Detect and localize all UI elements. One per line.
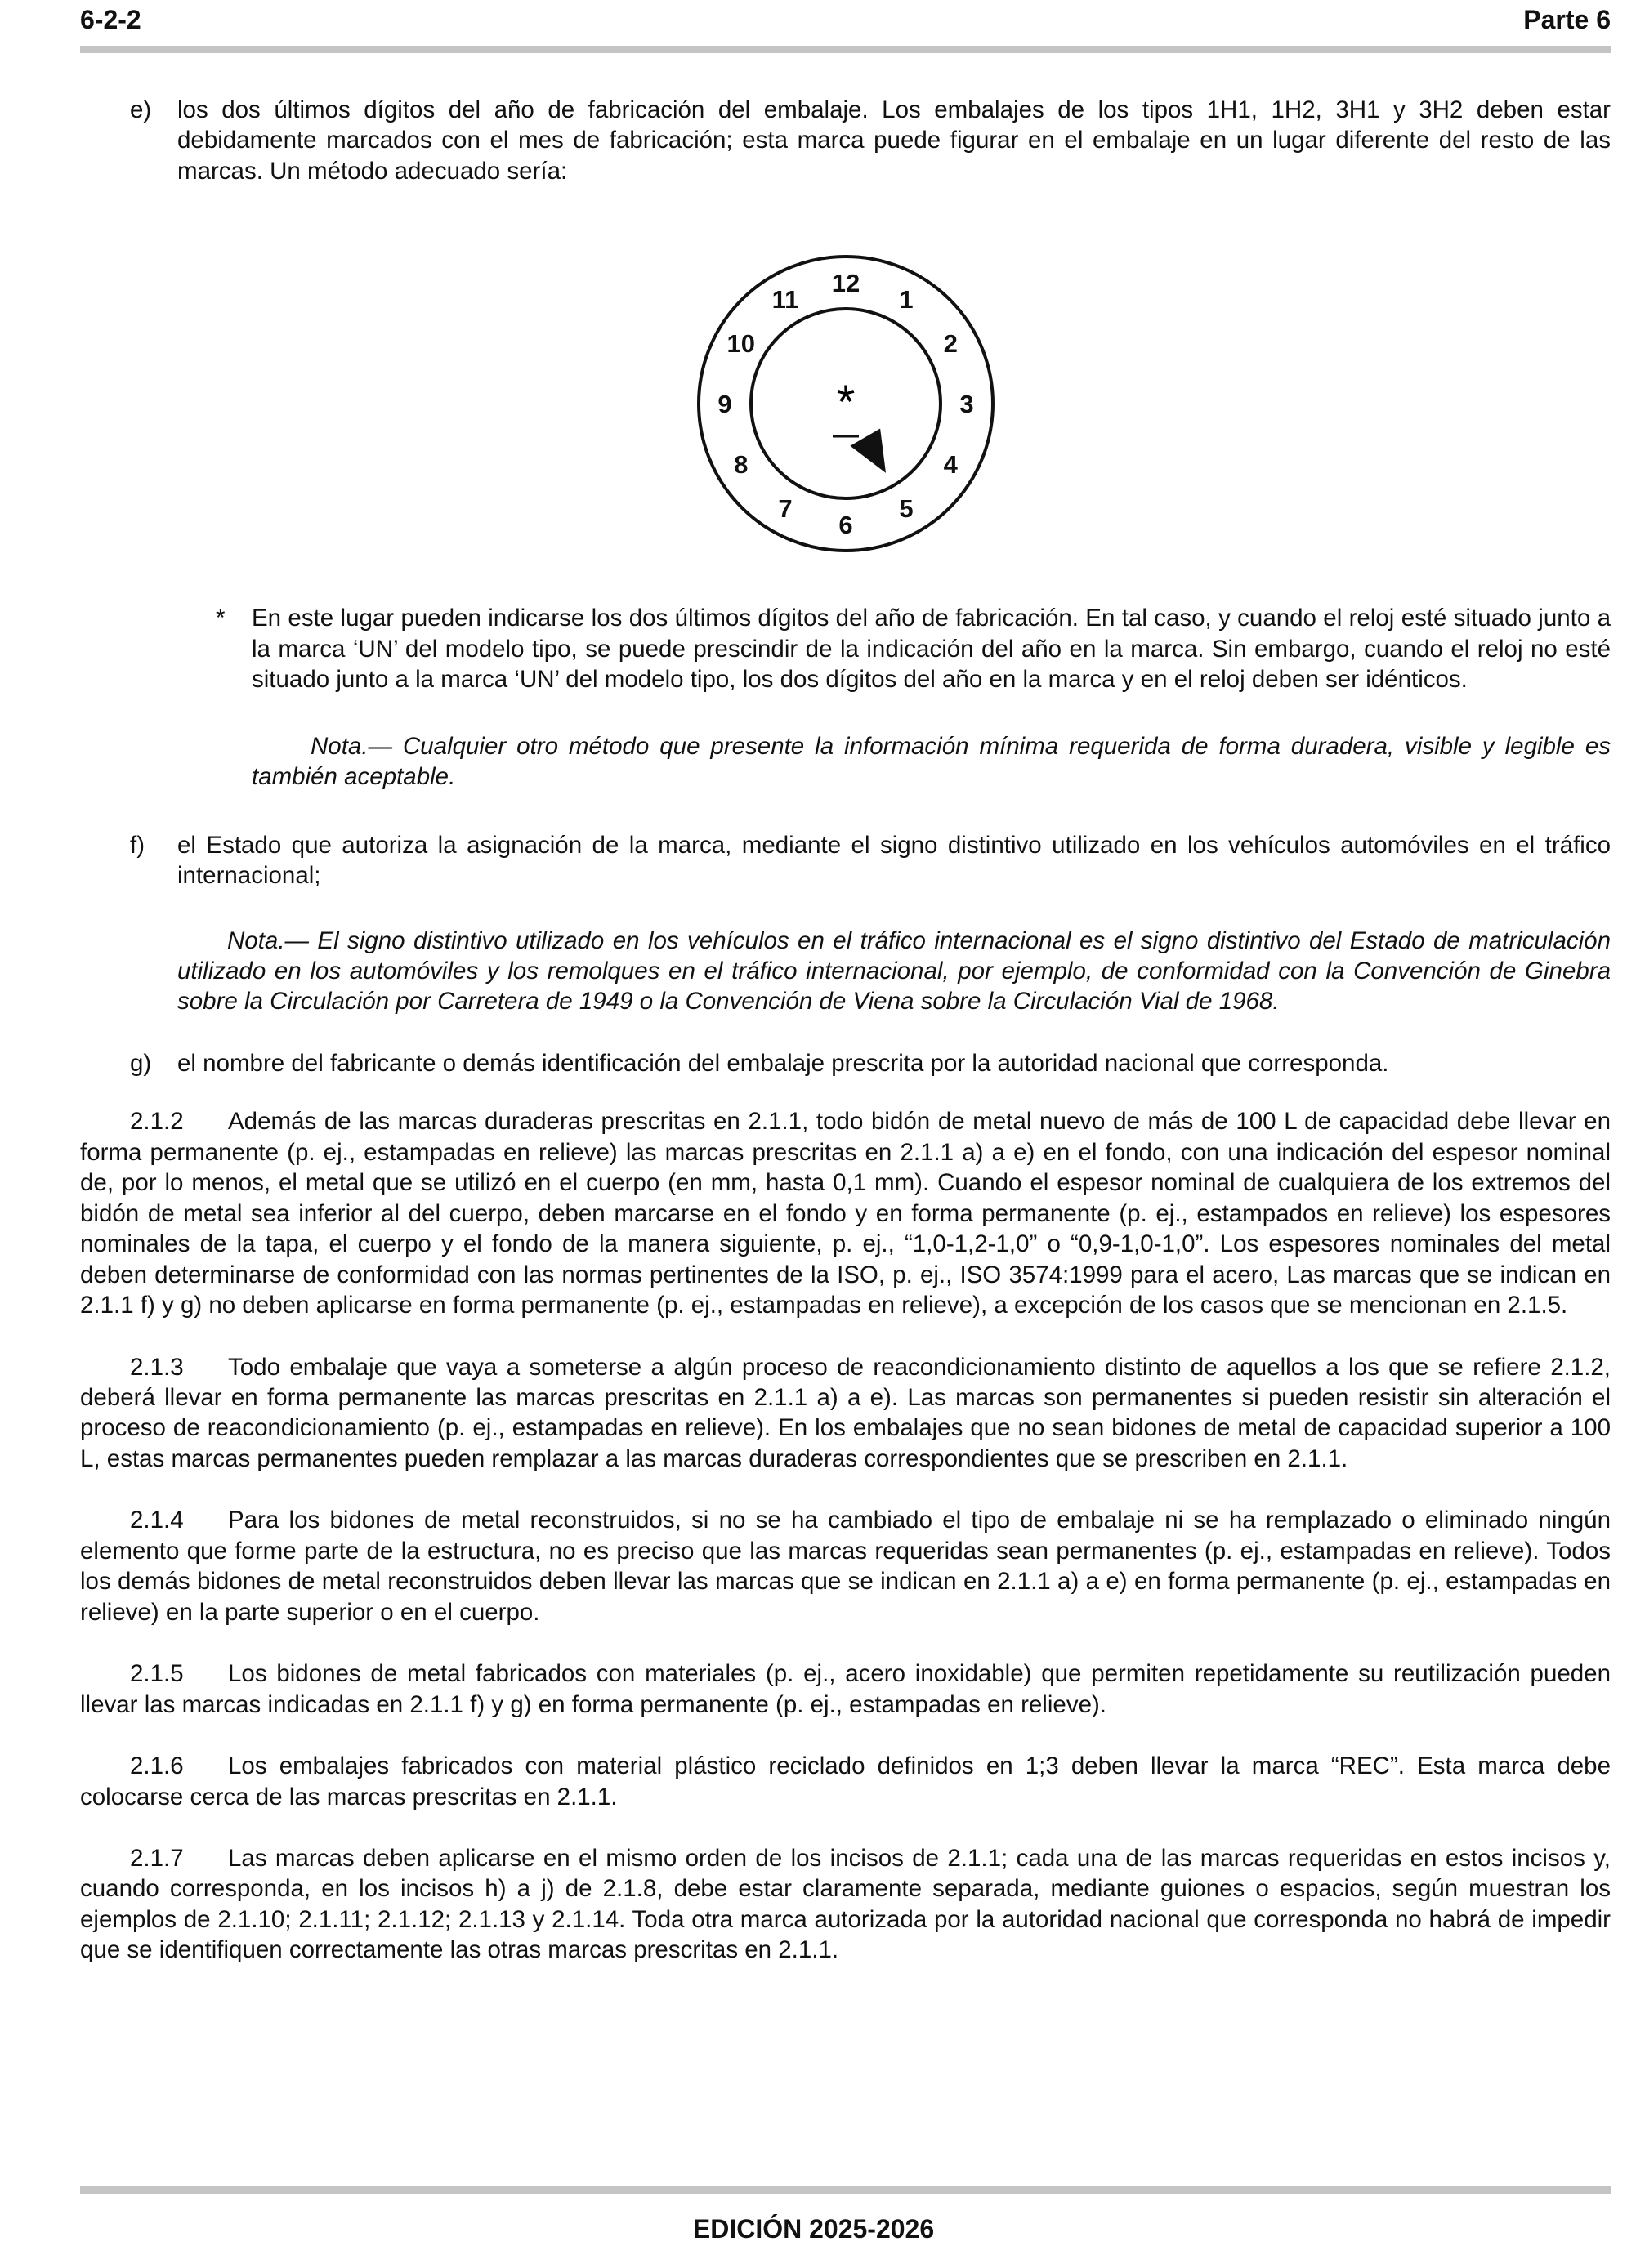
list-label-e: e) [130,96,152,123]
header-rule [80,46,1611,53]
clock-center-symbol: * [836,376,855,430]
paragraph-number: 2.1.6 [130,1752,184,1780]
clock-number-10: 10 [726,329,755,359]
clock-number-1: 1 [898,285,914,315]
clock-number-3: 3 [959,390,974,419]
page-content [80,95,1611,1966]
paragraph-2-1-5 [80,1659,1611,1720]
list-label-g: g) [130,1049,152,1077]
paragraph-number: 2.1.3 [130,1353,184,1381]
list-text-e: los dos últimos dígitos del año de fabricación del embalaje. Los embalajes de los tipos 1H1, 1H2, 3H1 y 3H2 deben estar debidamente marcados con el mes de fabricación; esta marca puede figurar en el embalaje en un lugar diferente del resto de las marcas. Un método adecuado sería: [177,96,1611,185]
paragraph-text: Todo embalaje que vaya a someterse a algún proceso de reacondicionamiento distinto de aquellos a los que se refiere 2.1.2, deberá llevar en forma permanente las marcas prescritas en 2.1.1 a) a e). Las marcas son permanentes si pueden resistir sin alteración el proceso de reacondicionamiento (p. ej., estampadas en relieve). En los embalajes que no sean bidones de metal de capacidad superior a 100 L, estas marcas permanentes pueden remplazar a las marcas duraderas correspondientes que se prescriben en 2.1.1. [80,1353,1611,1472]
paragraph-2-1-4 [80,1505,1611,1627]
clock-number-4: 4 [943,450,958,480]
paragraph-number: 2.1.4 [130,1507,184,1534]
list-item-g [80,1048,1611,1078]
page-footer: EDICIÓN 2025-2026 [692,2214,935,2243]
paragraph-2-1-7 [80,1843,1611,1966]
clock-number-6: 6 [838,511,853,540]
paragraph-number: 2.1.2 [130,1108,184,1136]
paragraph-2-1-3 [80,1352,1611,1475]
clock-number-11: 11 [771,285,798,315]
clock-number-8: 8 [733,450,748,480]
clock-number-7: 7 [777,494,793,524]
list-item-f [80,830,1611,891]
footnote [80,603,1611,694]
clock-number-12: 12 [831,269,860,298]
clock-number-5: 5 [898,494,914,524]
paragraph-number: 2.1.7 [130,1844,184,1872]
footnote-symbol: * [216,605,226,632]
paragraph-text: Las marcas deben aplicarse en el mismo orden de los incisos de 2.1.1; cada una de las marcas requeridas en estos incisos y, cuando corresponda, en los incisos h) a j) de 2.1.8, debe estar claramente separada, mediante guiones o espacios, según muestran los ejemplos de 2.1.10; 2.1.11; 2.1.12; 2.1.13 y 2.1.14. Toda otra marca autorizada por la autoridad nacional que corresponda no habrá de impedir que se identifiquen correctamente las otras marcas prescritas en 2.1.1. [80,1844,1611,1964]
nota-e: Nota.— Cualquier otro método que presente la información mínima requerida de forma duradera, visible y legible es también aceptable. [252,732,1611,791]
list-text-f: el Estado que autoriza la asignación de la marca, mediante el signo distintivo utilizado en los vehículos automóviles en el tráfico internacional; [177,831,1611,890]
clock-number-9: 9 [717,390,732,419]
paragraph-2-1-2 [80,1106,1611,1320]
month-clock-diagram [80,222,1611,588]
list-label-f: f) [130,831,145,859]
nota-f: Nota.— El signo distintivo utilizado en los vehículos en el tráfico internacional es el signo distintivo del Estado de matriculación utilizado en los automóviles y los remolques en el tráfico internacional, por ejemplo, de conformidad con la Convención de Ginebra sobre la Circulación por Carretera de 1949 o la Convención de Viena sobre la Circulación Vial de 1968. [177,926,1611,1016]
section-number: 6-2-2 [80,5,141,34]
footer-rule [80,2186,1611,2194]
part-label: Parte 6 [1523,5,1611,34]
paragraph-text: Los bidones de metal fabricados con materiales (p. ej., acero inoxidable) que permiten repetidamente su reutilización pueden llevar las marcas indicadas en 2.1.1 f) y g) en forma permanente (p. ej., estampadas en relieve). [80,1660,1611,1718]
paragraph-text: Además de las marcas duraderas prescritas en 2.1.1, todo bidón de metal nuevo de más de 100 L de capacidad debe llevar en forma permanente (p. ej., estampadas en relieve) las marcas prescritas en 2.1.1 a) a e) en el fondo, con una indicación del espesor nominal de, por lo menos, el metal que se utilizó en el cuerpo (en mm, hasta 0,1 mm). Cuando el espesor nominal de cualquiera de los extremos del bidón de metal sea inferior al del cuerpo, deben marcarse en el fondo y en forma permanente (p. ej., estampados en relieve) los espesores nominales de la tapa, el cuerpo y el fondo de la manera siguiente, p. ej., “1,0-1,2-1,0” o “0,9-1,0-1,0”. Los espesores nominales del metal deben determinarse de conformidad con las normas pertinentes de la ISO, p. ej., ISO 3574:1999 para el acero, Las marcas que se indican en 2.1.1 f) y g) no deben aplicarse en forma permanente (p. ej., estampadas en relieve), a excepción de los casos que se mencionan en 2.1.5. [80,1108,1611,1319]
paragraph-2-1-6 [80,1751,1611,1812]
page-header [80,5,1611,46]
clock-svg [658,222,1034,588]
paragraph-number: 2.1.5 [130,1660,184,1688]
list-text-g: el nombre del fabricante o demás identificación del embalaje prescrita por la autoridad nacional que corresponda. [177,1049,1389,1077]
list-item-e [80,95,1611,186]
clock-number-2: 2 [943,329,958,359]
footnote-text: En este lugar pueden indicarse los dos últimos dígitos del año de fabricación. En tal caso, y cuando el reloj esté situado junto a la marca ‘UN’ del modelo tipo, se puede prescindir de la indicación del año en la marca. Sin embargo, cuando el reloj no esté situado junto a la marca ‘UN’ del modelo tipo, los dos dígitos del año en la marca y en el reloj deben ser idénticos. [252,605,1611,694]
paragraph-text: Los embalajes fabricados con material plástico reciclado definidos en 1;3 deben llevar la marca “REC”. Esta marca debe colocarse cerca de las marcas prescritas en 2.1.1. [80,1752,1611,1810]
paragraph-text: Para los bidones de metal reconstruidos, si no se ha cambiado el tipo de embalaje ni se ha remplazado o eliminado ningún elemento que forme parte de la estructura, no es preciso que las marcas requeridas sean permanentes (p. ej., estampadas en relieve). Todos los demás bidones de metal reconstruidos deben llevar las marcas que se indican en 2.1.1 a) a e) en forma permanente (p. ej., estampadas en relieve) en la parte superior o en el cuerpo. [80,1507,1611,1626]
